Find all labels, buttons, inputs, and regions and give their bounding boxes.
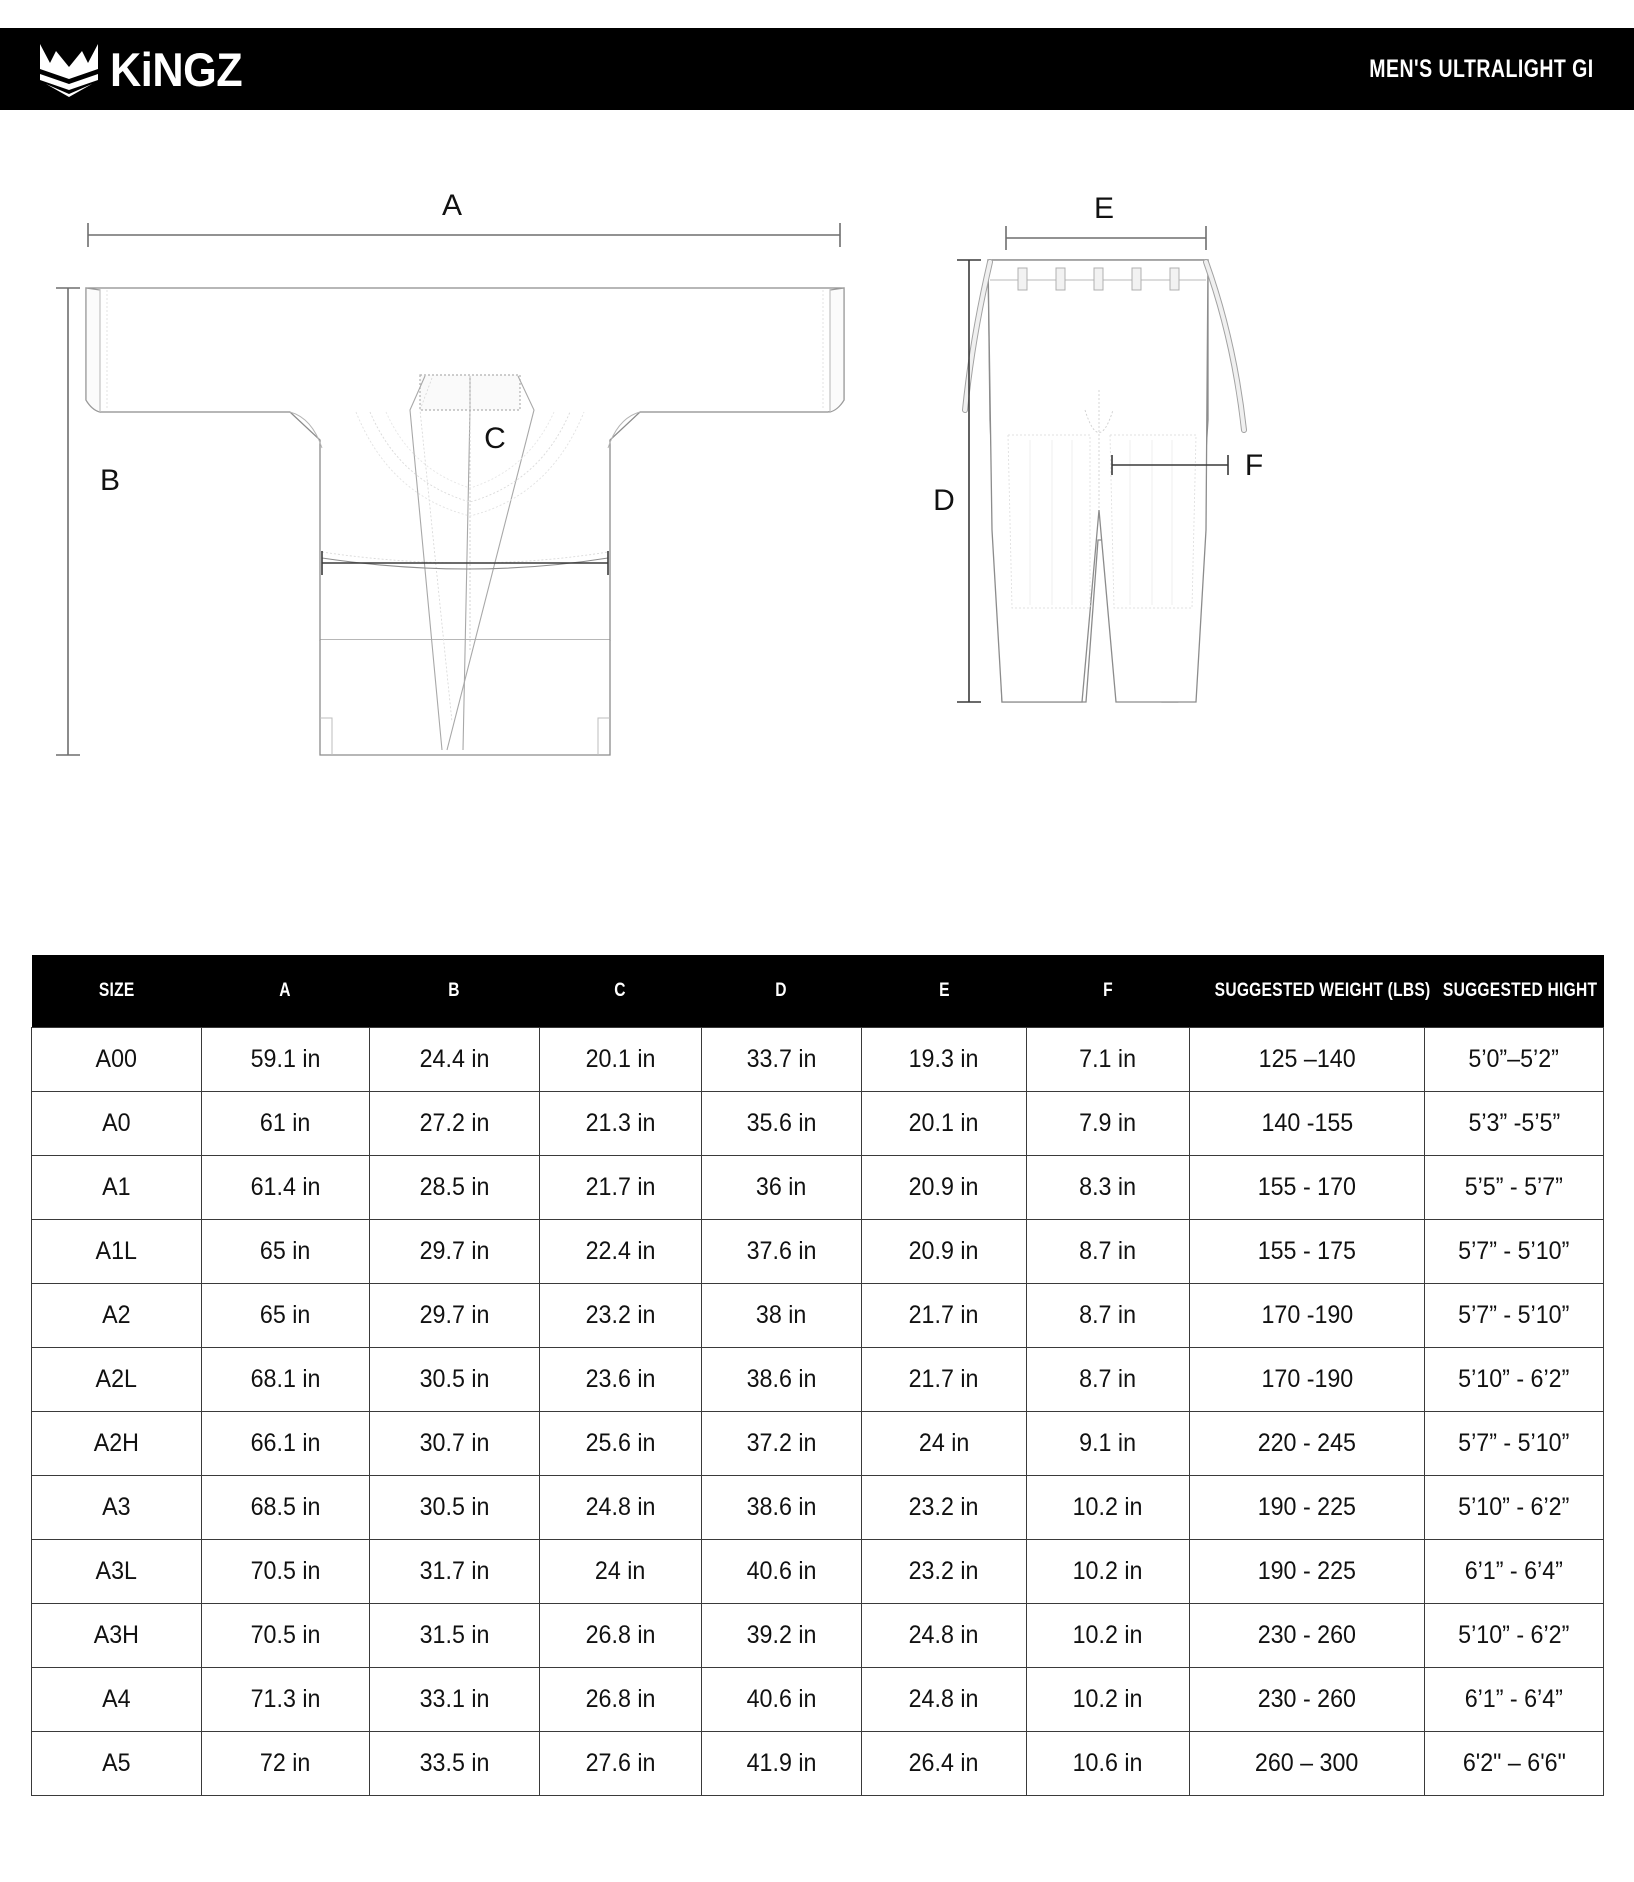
cell-size: A00 (32, 1027, 202, 1091)
cell-c: 23.2 in (540, 1283, 702, 1347)
cell-size: A2H (32, 1411, 202, 1475)
cell-f: 10.2 in (1027, 1539, 1190, 1603)
cell-e: 19.3 in (862, 1027, 1027, 1091)
cell-weight: 170 -190 (1190, 1347, 1425, 1411)
gi-jacket-drawing (86, 288, 844, 755)
cell-size: A3 (32, 1475, 202, 1539)
cell-c: 24.8 in (540, 1475, 702, 1539)
cell-f: 7.9 in (1027, 1091, 1190, 1155)
table-row (32, 1027, 1604, 1091)
cell-d: 33.7 in (702, 1027, 862, 1091)
crown-icon (38, 41, 100, 97)
dimension-label-a: A (441, 189, 463, 222)
dimension-b (56, 288, 80, 755)
size-chart-table-container (31, 955, 1603, 1796)
cell-e: 23.2 in (862, 1539, 1027, 1603)
cell-e: 23.2 in (862, 1475, 1027, 1539)
cell-c: 27.6 in (540, 1731, 702, 1795)
table-row (32, 1603, 1604, 1667)
cell-weight: 190 - 225 (1190, 1475, 1425, 1539)
column-header-f: F (1027, 955, 1190, 1027)
cell-weight: 155 - 170 (1190, 1155, 1425, 1219)
cell-b: 28.5 in (370, 1155, 540, 1219)
cell-d: 37.2 in (702, 1411, 862, 1475)
cell-f: 8.3 in (1027, 1155, 1190, 1219)
cell-f: 8.7 in (1027, 1347, 1190, 1411)
cell-f: 8.7 in (1027, 1283, 1190, 1347)
cell-f: 10.2 in (1027, 1667, 1190, 1731)
dimension-label-c: C (484, 422, 506, 455)
cell-e: 24.8 in (862, 1667, 1027, 1731)
diagram-canvas (0, 110, 1634, 950)
cell-height: 5’10” - 6’2” (1425, 1603, 1604, 1667)
cell-size: A4 (32, 1667, 202, 1731)
cell-height: 5’0”–5’2” (1425, 1027, 1604, 1091)
table-body (32, 1027, 1604, 1795)
column-header-suggested-weight: SUGGESTED WEIGHT (LBS) (1190, 955, 1425, 1027)
cell-a: 59.1 in (202, 1027, 370, 1091)
cell-weight: 230 - 260 (1190, 1603, 1425, 1667)
cell-a: 68.1 in (202, 1347, 370, 1411)
cell-d: 38.6 in (702, 1347, 862, 1411)
column-header-c: C (540, 955, 702, 1027)
cell-d: 35.6 in (702, 1091, 862, 1155)
cell-a: 70.5 in (202, 1539, 370, 1603)
cell-size: A5 (32, 1731, 202, 1795)
cell-d: 37.6 in (702, 1219, 862, 1283)
cell-weight: 170 -190 (1190, 1283, 1425, 1347)
dimension-label-e: E (1093, 192, 1115, 225)
cell-size: A3L (32, 1539, 202, 1603)
size-chart-table (31, 955, 1604, 1796)
gi-pants-drawing (965, 260, 1244, 702)
cell-b: 31.5 in (370, 1603, 540, 1667)
cell-e: 20.9 in (862, 1155, 1027, 1219)
cell-b: 30.5 in (370, 1475, 540, 1539)
cell-d: 39.2 in (702, 1603, 862, 1667)
cell-height: 5’10” - 6’2” (1425, 1347, 1604, 1411)
table-row (32, 1731, 1604, 1795)
cell-b: 29.7 in (370, 1283, 540, 1347)
cell-c: 25.6 in (540, 1411, 702, 1475)
cell-a: 65 in (202, 1219, 370, 1283)
cell-d: 38.6 in (702, 1475, 862, 1539)
cell-e: 21.7 in (862, 1347, 1027, 1411)
cell-height: 5’7” - 5’10” (1425, 1411, 1604, 1475)
cell-weight: 155 - 175 (1190, 1219, 1425, 1283)
cell-size: A1 (32, 1155, 202, 1219)
cell-height: 6’1” - 6’4” (1425, 1667, 1604, 1731)
brand-name: KiNGZ (110, 42, 243, 96)
cell-d: 40.6 in (702, 1539, 862, 1603)
cell-weight: 190 - 225 (1190, 1539, 1425, 1603)
cell-height: 5’7” - 5’10” (1425, 1219, 1604, 1283)
dimension-label-f: F (1244, 449, 1264, 482)
cell-b: 29.7 in (370, 1219, 540, 1283)
cell-c: 21.7 in (540, 1155, 702, 1219)
cell-size: A0 (32, 1091, 202, 1155)
cell-c: 23.6 in (540, 1347, 702, 1411)
column-header-d: D (702, 955, 862, 1027)
table-row (32, 1155, 1604, 1219)
table-row (32, 1475, 1604, 1539)
cell-height: 5’3” -5’5” (1425, 1091, 1604, 1155)
cell-weight: 230 - 260 (1190, 1667, 1425, 1731)
cell-height: 5’10” - 6’2” (1425, 1475, 1604, 1539)
brand-logo (38, 41, 254, 97)
cell-f: 10.6 in (1027, 1731, 1190, 1795)
cell-d: 38 in (702, 1283, 862, 1347)
cell-b: 30.7 in (370, 1411, 540, 1475)
cell-height: 5’5” - 5’7” (1425, 1155, 1604, 1219)
column-header-size: SIZE (32, 955, 202, 1027)
dimension-e (1006, 226, 1206, 250)
dimension-label-b: B (99, 464, 121, 497)
table-row (32, 1411, 1604, 1475)
table-row (32, 1667, 1604, 1731)
cell-f: 7.1 in (1027, 1027, 1190, 1091)
cell-weight: 220 - 245 (1190, 1411, 1425, 1475)
cell-e: 24.8 in (862, 1603, 1027, 1667)
table-row (32, 1539, 1604, 1603)
cell-c: 26.8 in (540, 1603, 702, 1667)
cell-size: A3H (32, 1603, 202, 1667)
cell-d: 40.6 in (702, 1667, 862, 1731)
table-row (32, 1091, 1604, 1155)
cell-b: 33.5 in (370, 1731, 540, 1795)
cell-f: 10.2 in (1027, 1475, 1190, 1539)
cell-b: 31.7 in (370, 1539, 540, 1603)
cell-weight: 260 – 300 (1190, 1731, 1425, 1795)
size-diagrams (0, 110, 1634, 950)
cell-height: 6'2" – 6'6" (1425, 1731, 1604, 1795)
cell-f: 9.1 in (1027, 1411, 1190, 1475)
table-row (32, 1347, 1604, 1411)
cell-c: 21.3 in (540, 1091, 702, 1155)
cell-a: 72 in (202, 1731, 370, 1795)
column-header-b: B (370, 955, 540, 1027)
table-row (32, 1283, 1604, 1347)
cell-height: 6’1” - 6’4” (1425, 1539, 1604, 1603)
cell-a: 66.1 in (202, 1411, 370, 1475)
cell-b: 27.2 in (370, 1091, 540, 1155)
cell-c: 20.1 in (540, 1027, 702, 1091)
cell-a: 61 in (202, 1091, 370, 1155)
cell-size: A1L (32, 1219, 202, 1283)
column-header-e: E (862, 955, 1027, 1027)
cell-weight: 125 –140 (1190, 1027, 1425, 1091)
cell-d: 41.9 in (702, 1731, 862, 1795)
cell-height: 5’7” - 5’10” (1425, 1283, 1604, 1347)
dimension-a (88, 223, 840, 247)
cell-e: 24 in (862, 1411, 1027, 1475)
table-row (32, 1219, 1604, 1283)
cell-a: 68.5 in (202, 1475, 370, 1539)
cell-b: 33.1 in (370, 1667, 540, 1731)
cell-size: A2 (32, 1283, 202, 1347)
column-header-suggested-height: SUGGESTED HIGHT (1425, 955, 1604, 1027)
cell-f: 10.2 in (1027, 1603, 1190, 1667)
page-header (0, 28, 1634, 110)
dimension-label-d: D (933, 484, 955, 517)
cell-a: 70.5 in (202, 1603, 370, 1667)
cell-b: 24.4 in (370, 1027, 540, 1091)
cell-size: A2L (32, 1347, 202, 1411)
cell-b: 30.5 in (370, 1347, 540, 1411)
product-title: MEN'S ULTRALIGHT GI (1369, 54, 1594, 83)
cell-a: 71.3 in (202, 1667, 370, 1731)
cell-weight: 140 -155 (1190, 1091, 1425, 1155)
cell-a: 65 in (202, 1283, 370, 1347)
table-header-row (32, 955, 1604, 1027)
cell-c: 26.8 in (540, 1667, 702, 1731)
cell-e: 20.9 in (862, 1219, 1027, 1283)
cell-c: 24 in (540, 1539, 702, 1603)
cell-c: 22.4 in (540, 1219, 702, 1283)
cell-e: 21.7 in (862, 1283, 1027, 1347)
cell-f: 8.7 in (1027, 1219, 1190, 1283)
cell-a: 61.4 in (202, 1155, 370, 1219)
cell-e: 26.4 in (862, 1731, 1027, 1795)
cell-e: 20.1 in (862, 1091, 1027, 1155)
cell-d: 36 in (702, 1155, 862, 1219)
column-header-a: A (202, 955, 370, 1027)
